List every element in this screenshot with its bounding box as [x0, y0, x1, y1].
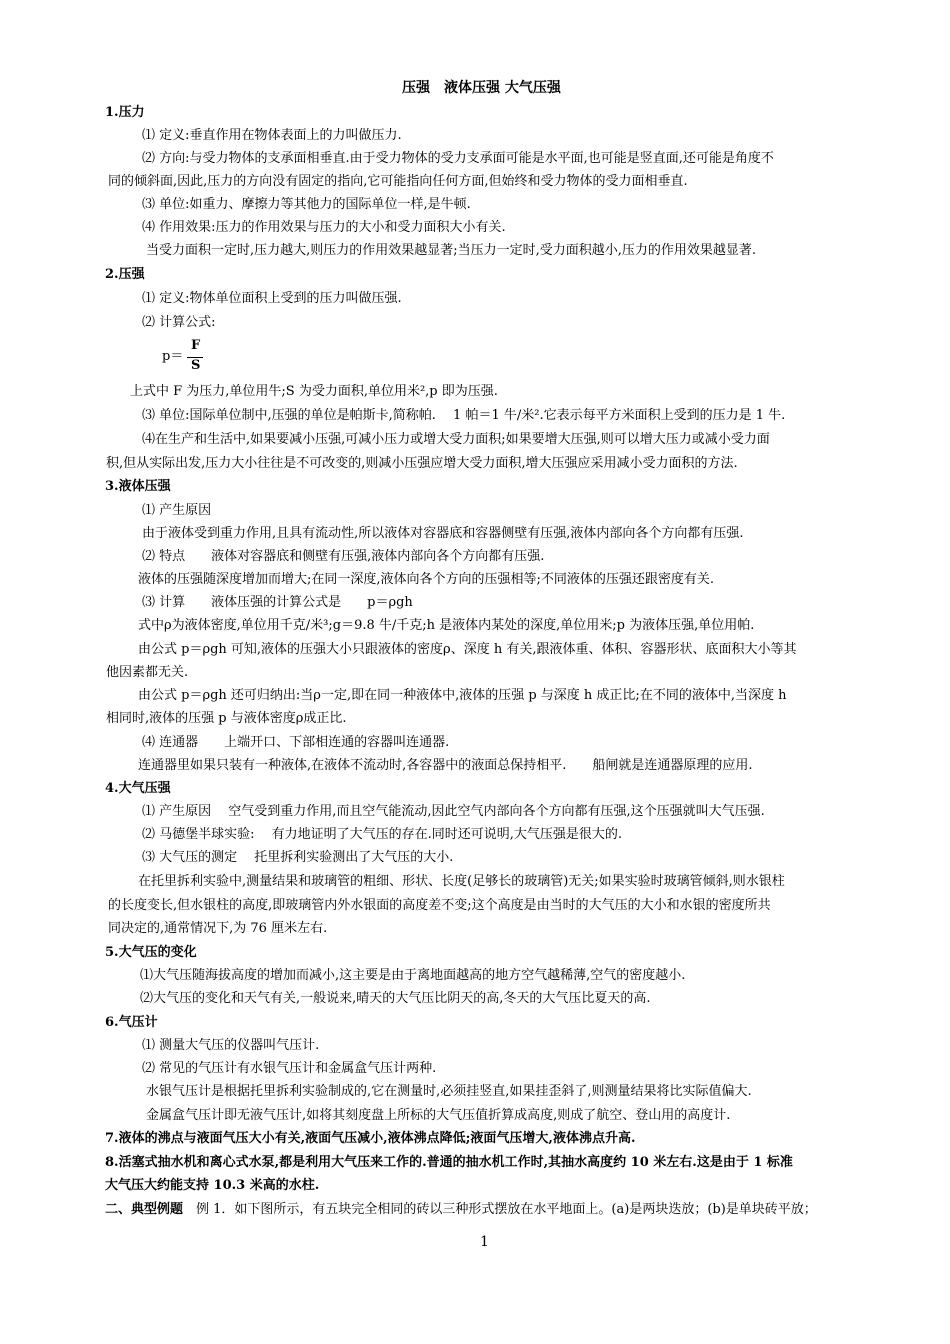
section-6-item-2: ⑵ 常见的气压计有水银气压计和金属盒气压计两种. [142, 1061, 437, 1076]
page-title: 压强 液体压强 大气压强 [402, 80, 561, 96]
section-2-item-3: ⑶ 单位:国际单位制中,压强的单位是帕斯卡,简称帕. 1 帕＝1 牛/米².它表示每平方米面积上受到的压力是 1 牛. [142, 408, 786, 423]
section-3-derivation-2-line-1: 由公式 p＝ρgh 还可归纳出:当ρ一定,即在同一种液体中,液体的压强 p 与深度 h 成正比;在不同的液体中,当深度 h [138, 688, 787, 703]
section-4-item-3-line-3: 同决定的,通常情况下,为 76 厘米左右. [108, 921, 328, 936]
section-5-item-2: ⑵大气压的变化和天气有关,一般说来,晴天的大气压比阴天的高,冬天的大气压比夏天的高. [140, 991, 651, 1006]
section-3-item-1-text: 由于液体受到重力作用,且具有流动性,所以液体对容器底和容器侧壁有压强,液体内部向各个方向都有压强. [142, 526, 744, 541]
section-2-item-4-line-2: 积,但从实际出发,压力大小往往是不可改变的,则减小压强应增大受力面积,增大压强应采用减小受力面积的方法. [106, 456, 738, 471]
section-1-note: 当受力面积一定时,压力越大,则压力的作用效果越显著;当压力一定时,受力面积越小,压力的作用效果越显著. [146, 243, 757, 258]
section-5-heading: 5.大气压的变化 [105, 945, 197, 960]
section-2-item-2: ⑵ 计算公式: [142, 315, 216, 330]
section-3-item-2: ⑵ 特点 液体对容器底和侧壁有压强,液体内部向各个方向都有压强. [142, 549, 545, 564]
section-7: 7.液体的沸点与液面气压大小有关,液面气压减小,液体沸点降低;液面气压增大,液体沸点升高. [105, 1131, 636, 1146]
section-4-heading: 4.大气压强 [105, 781, 171, 796]
example-1-line [105, 1201, 817, 1219]
section-5-item-1: ⑴大气压随海拔高度的增加而减小,这主要是由于离地面越高的地方空气越稀薄,空气的密度越小. [140, 968, 686, 983]
section-1-item-4: ⑷ 作用效果:压力的作用效果与压力的大小和受力面积大小有关. [142, 220, 506, 235]
section-1-item-2-line-2: 同的倾斜面,因此,压力的方向没有固定的指向,它可能指向任何方面,但始终和受力物体的受力面相垂直. [108, 174, 688, 189]
section-3-item-4: ⑷ 连通器 上端开口、下部相连通的容器叫连通器. [142, 735, 450, 750]
section-6-aneroid-barometer: 金属盒气压计即无液气压计,如将其刻度盘上所标的大气压值折算成高度,则成了航空、登山用的高度计. [146, 1108, 731, 1123]
section-2-formula-note: 上式中 F 为压力,单位用牛;S 为受力面积,单位用米²,p 即为压强. [130, 384, 498, 399]
section-2-heading: 2.压强 [105, 267, 145, 282]
section-1-item-1: ⑴ 定义:垂直作用在物体表面上的力叫做压力. [142, 128, 402, 143]
section-2-item-1: ⑴ 定义:物体单位面积上受到的压力叫做压强. [142, 291, 402, 306]
section-3-derivation-2-line-2: 相同时,液体的压强 p 与液体密度ρ成正比. [106, 711, 347, 726]
section-3-item-4-text: 连通器里如果只装有一种液体,在液体不流动时,各容器中的液面总保持相平. 船闸就是连通器原理的应用. [138, 758, 753, 773]
section-8-line-1: 8.活塞式抽水机和离心式水泵,都是利用大气压来工作的.普通的抽水机工作时,其抽水高度约 10 米左右.这是由于 1 标准 [105, 1155, 793, 1170]
section-6-mercury-barometer: 水银气压计是根据托里拆利实验制成的,它在测量时,必须挂竖直,如果挂歪斜了,则测量结果将比实际值偏大. [146, 1084, 752, 1099]
page-number: 1 [480, 1234, 489, 1250]
section-3-heading: 3.液体压强 [105, 479, 171, 494]
section-3-derivation-1-line-1: 由公式 p＝ρgh 可知,液体的压强大小只跟液体的密度ρ、深度 h 有关,跟液体重、体积、容器形状、底面积大小等其 [138, 642, 797, 657]
section-1-heading: 1.压力 [105, 105, 145, 120]
section-3-item-3-text: 式中ρ为液体密度,单位用千克/米³;g＝9.8 牛/千克;h 是液体内某处的深度,单位用米;p 为液体压强,单位用帕. [138, 618, 755, 633]
examples-heading: 二、典型例题 [105, 1202, 184, 1217]
section-2-item-4-line-1: ⑷在生产和生活中,如果要减小压强,可减小压力或增大受力面积;如果要增大压强,则可以增大压力或减小受力面 [142, 432, 770, 447]
section-6-heading: 6.气压计 [105, 1015, 158, 1030]
section-3-item-1: ⑴ 产生原因 [142, 503, 212, 518]
section-1-item-2-line-1: ⑵ 方向:与受力物体的支承面相垂直.由于受力物体的受力支承面可能是水平面,也可能是竖直面,还可能是角度不 [142, 151, 774, 166]
section-8-line-2: 大气压大约能支持 10.3 米高的水柱. [105, 1178, 320, 1193]
formula-lhs: p＝ [162, 349, 184, 364]
section-4-item-3: ⑶ 大气压的测定 托里拆利实验测出了大气压的大小. [142, 850, 454, 865]
formula-numerator: F [191, 338, 201, 353]
section-3-derivation-1-line-2: 他因素都无关. [106, 665, 189, 680]
section-4-item-2: ⑵ 马德堡半球实验: 有力地证明了大气压的存在.同时还可说明,大气压强是很大的. [142, 827, 623, 842]
section-4-item-3-line-2: 的长度变长,但水银柱的高度,即玻璃管内外水银面的高度差不变;这个高度是由当时的大气压的大小和水银的密度所共 [108, 898, 771, 913]
example-1-text: 例 1．如下图所示，有五块完全相同的砖以三种形式摆放在水平地面上。(a)是两块迭放；(b)是单块砖平放； [183, 1202, 817, 1217]
section-3-item-2-text: 液体的压强随深度增加而增大;在同一深度,液体向各个方向的压强相等;不同液体的压强还跟密度有关. [138, 572, 715, 587]
section-4-item-1: ⑴ 产生原因 空气受到重力作用,而且空气能流动,因此空气内部向各个方向都有压强,这个压强就叫大气压强. [142, 804, 765, 819]
section-3-item-3: ⑶ 计算 液体压强的计算公式是 p＝ρgh [142, 595, 413, 610]
section-1-item-3: ⑶ 单位:如重力、摩擦力等其他力的国际单位一样,是牛顿. [142, 197, 471, 212]
section-4-item-3-line-1: 在托里拆利实验中,测量结果和玻璃管的粗细、形状、长度(足够长的玻璃管)无关;如果实验时玻璃管倾斜,则水银柱 [138, 874, 785, 889]
formula-denominator: S [191, 358, 201, 373]
section-6-item-1: ⑴ 测量大气压的仪器叫气压计. [142, 1038, 320, 1053]
